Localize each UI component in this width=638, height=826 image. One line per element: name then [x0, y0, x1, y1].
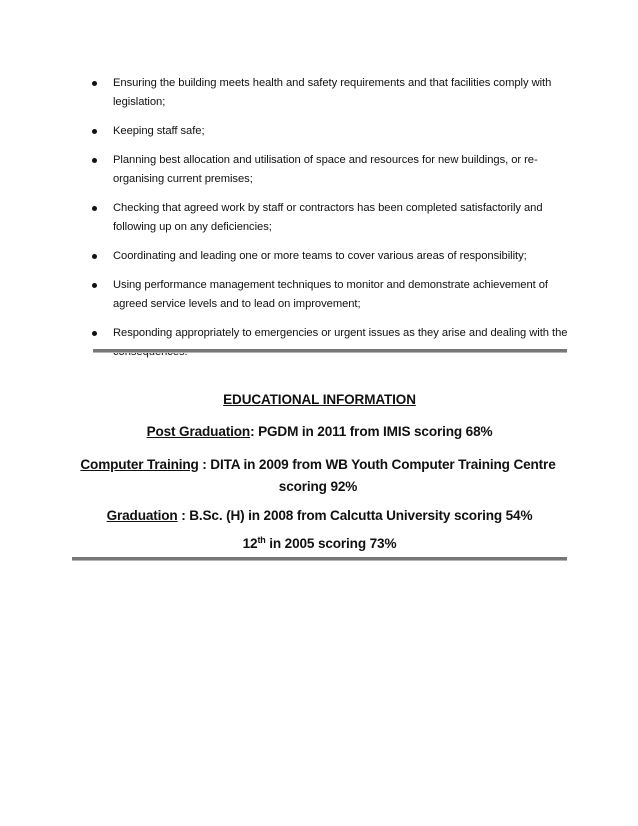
list-item-text: Coordinating and leading one or more teams to cover various areas of responsibility; — [113, 250, 527, 262]
education-label: Computer Training — [80, 457, 199, 472]
list-item — [92, 122, 570, 141]
bullet-icon — [92, 206, 97, 211]
education-twelfth — [72, 533, 567, 555]
responsibility-list — [92, 74, 570, 372]
list-item-text: Planning best allocation and utilisation of space and resources for new buildings, or re-organising current premises; — [113, 154, 538, 185]
list-item — [92, 324, 570, 362]
list-item-text: Using performance management techniques to monitor and demonstrate achievement of agreed service levels and to lead on improvement; — [113, 279, 548, 310]
list-item-text: Responding appropriately to emergencies or urgent issues as they arise and dealing with the — [113, 327, 568, 339]
list-item-text: Keeping staff safe; — [113, 125, 205, 137]
education-detail: : B.Sc. (H) in 2008 from Calcutta University scoring 54% — [177, 508, 533, 523]
education-label: Graduation — [106, 508, 178, 523]
education-label: Post Graduation — [146, 424, 251, 439]
list-item — [92, 276, 570, 314]
bullet-icon — [92, 254, 97, 259]
list-item-text: Checking that agreed work by staff or contractors has been completed satisfactorily and following up on any deficiencies; — [113, 202, 543, 233]
section-heading: EDUCATIONAL INFORMATION — [223, 392, 416, 407]
education-graduation — [72, 505, 567, 527]
education-detail: : PGDM in 2011 from IMIS scoring 68% — [250, 424, 493, 439]
bullet-icon — [92, 331, 97, 336]
list-item — [92, 199, 570, 237]
section-divider — [72, 557, 567, 561]
bullet-icon — [92, 158, 97, 163]
list-item — [92, 151, 570, 189]
list-item — [92, 247, 570, 266]
education-label: 12 — [242, 536, 258, 551]
list-item — [92, 74, 570, 112]
list-item-text: Ensuring the building meets health and safety requirements and that facilities comply with legislation; — [113, 77, 552, 108]
ordinal-suffix: th — [257, 535, 266, 545]
education-detail: : DITA in 2009 from WB Youth Computer Training Centre scoring 92% — [198, 457, 556, 494]
education-post-graduation — [72, 421, 567, 443]
bullet-icon — [92, 129, 97, 134]
education-detail: in 2005 scoring 73% — [265, 536, 397, 551]
section-divider — [93, 349, 567, 353]
education-computer-training — [78, 454, 558, 498]
bullet-icon — [92, 81, 97, 86]
bullet-icon — [92, 283, 97, 288]
